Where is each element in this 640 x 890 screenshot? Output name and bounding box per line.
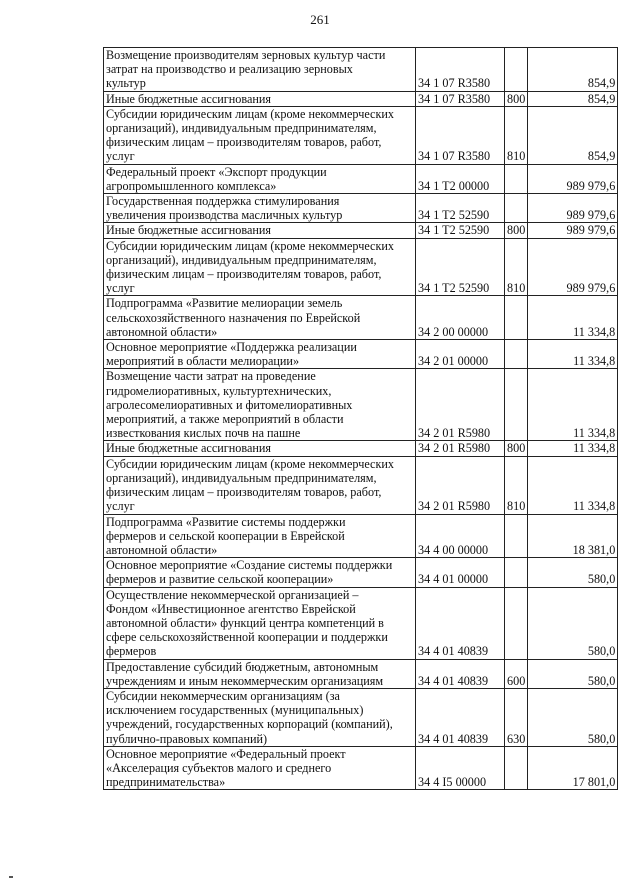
expense-type-code: 810 [505, 106, 528, 164]
item-name-line: Основное мероприятие «Поддержка реализации [106, 340, 357, 355]
item-name-line: «Акселерация субъектов малого и среднего [106, 760, 332, 775]
table-row [104, 238, 618, 296]
amount-cell: 989 979,6 [528, 164, 618, 193]
table-row [104, 746, 618, 790]
table-row [104, 48, 618, 92]
item-name-line: организаций), индивидуальным предпринимателям, [106, 470, 377, 485]
table-row [104, 514, 618, 558]
item-name-line: Иные бюджетные ассигнования [106, 91, 272, 106]
target-article-code: 34 2 01 R5980 [416, 456, 505, 514]
target-article-code: 34 1 07 R3580 [416, 91, 505, 106]
target-article-code: 34 4 00 00000 [416, 514, 505, 558]
item-name-line: Субсидии некоммерческим организациям (за [106, 688, 340, 703]
item-name-line: Возмещение производителям зерновых культур части [106, 48, 386, 62]
item-name-cell [104, 456, 416, 514]
item-name-cell [104, 106, 416, 164]
item-name-line: гидромелиоративных, культуртехнических, [106, 383, 332, 398]
item-name-cell [104, 340, 416, 369]
amount-cell: 11 334,8 [528, 340, 618, 369]
item-name-line: учреждениям и иным некоммерческим организациям [106, 673, 384, 688]
table-row [104, 369, 618, 441]
target-article-code: 34 2 01 R5980 [416, 441, 505, 456]
target-article-code: 34 4 01 00000 [416, 558, 505, 587]
expense-type-code: 630 [505, 688, 528, 746]
item-name-line: услуг [106, 281, 135, 296]
table-row [104, 441, 618, 456]
page-number: 261 [310, 12, 330, 27]
table-row [104, 340, 618, 369]
item-name-line: Основное мероприятие «Создание системы поддержки [106, 558, 393, 573]
expense-type-code: 800 [505, 441, 528, 456]
expense-type-code: 600 [505, 659, 528, 688]
expense-type-code [505, 48, 528, 92]
table-row [104, 688, 618, 746]
amount-cell: 580,0 [528, 587, 618, 659]
expense-type-code [505, 164, 528, 193]
item-name-line: фермеров [106, 644, 157, 659]
target-article-code: 34 1 07 R3580 [416, 48, 505, 92]
target-article-code: 34 1 T2 52590 [416, 238, 505, 296]
item-name-line: физическим лицам – производителям товаров, работ, [106, 485, 382, 500]
item-name-line: Субсидии юридическим лицам (кроме некоммерческих [106, 238, 394, 253]
amount-cell: 17 801,0 [528, 746, 618, 790]
item-name-line: известкования кислых почв на пашне [106, 426, 301, 441]
table-row [104, 587, 618, 659]
item-name-line: автономной области» [106, 324, 218, 339]
item-name-cell [104, 91, 416, 106]
item-name-line: Субсидии юридическим лицам (кроме некоммерческих [106, 456, 394, 471]
table-row [104, 91, 618, 106]
table-row [104, 296, 618, 340]
table-row [104, 558, 618, 587]
item-name-cell [104, 164, 416, 193]
item-name-cell [104, 238, 416, 296]
item-name-line: организаций), индивидуальным предпринимателям, [106, 121, 377, 136]
budget-table-body [104, 48, 618, 790]
target-article-code: 34 2 00 00000 [416, 296, 505, 340]
target-article-code: 34 4 01 40839 [416, 688, 505, 746]
item-name-line: фермеров и развитие сельской кооперации» [106, 572, 334, 587]
table-row [104, 106, 618, 164]
amount-cell: 854,9 [528, 48, 618, 92]
item-name-cell [104, 746, 416, 790]
scan-mark [9, 876, 13, 878]
amount-cell: 11 334,8 [528, 441, 618, 456]
item-name-line: затрат на производство и реализацию зерновых [106, 62, 353, 77]
item-name-line: мероприятий, а также мероприятий в области [106, 412, 344, 427]
target-article-code: 34 4 01 40839 [416, 659, 505, 688]
item-name-line: автономной области» функций центра компетенций в [106, 615, 384, 630]
item-name-line: исключением государственных (муниципальных) [106, 703, 364, 718]
target-article-code: 34 2 01 R5980 [416, 369, 505, 441]
target-article-code: 34 4 I5 00000 [416, 746, 505, 790]
item-name-line: агропромышленного комплекса» [106, 178, 277, 193]
item-name-line: Основное мероприятие «Федеральный проект [106, 746, 346, 761]
item-name-line: Подпрограмма «Развитие мелиорации земель [106, 296, 343, 311]
item-name-line: фермеров и сельской кооперации в Еврейской [106, 528, 345, 543]
item-name-cell [104, 441, 416, 456]
amount-cell: 989 979,6 [528, 223, 618, 238]
expense-type-code: 800 [505, 223, 528, 238]
item-name-line: предпринимательства» [106, 775, 226, 790]
item-name-line: культур [106, 76, 146, 91]
item-name-line: Возмещение части затрат на проведение [106, 369, 316, 384]
item-name-line: мероприятий в области мелиорации» [106, 354, 300, 369]
expense-type-code [505, 340, 528, 369]
expense-type-code: 810 [505, 456, 528, 514]
item-name-line: Осуществление некоммерческой организацией – [106, 587, 359, 602]
target-article-code: 34 1 T2 00000 [416, 164, 505, 193]
item-name-line: Иные бюджетные ассигнования [106, 223, 272, 238]
target-article-code: 34 1 T2 52590 [416, 194, 505, 223]
item-name-cell [104, 514, 416, 558]
item-name-cell [104, 369, 416, 441]
expense-type-code [505, 746, 528, 790]
item-name-line: автономной области» [106, 542, 218, 557]
item-name-cell [104, 659, 416, 688]
amount-cell: 989 979,6 [528, 238, 618, 296]
item-name-cell [104, 558, 416, 587]
table-row [104, 164, 618, 193]
table-row [104, 456, 618, 514]
amount-cell: 11 334,8 [528, 456, 618, 514]
item-name-line: Подпрограмма «Развитие системы поддержки [106, 514, 346, 529]
item-name-line: услуг [106, 499, 135, 514]
item-name-line: услуг [106, 149, 135, 164]
table-row [104, 223, 618, 238]
amount-cell: 989 979,6 [528, 194, 618, 223]
amount-cell: 580,0 [528, 659, 618, 688]
item-name-line: агролесомелиоративных и фитомелиоративных [106, 397, 353, 412]
item-name-cell [104, 296, 416, 340]
item-name-line: Предоставление субсидий бюджетным, автономным [106, 659, 379, 674]
item-name-line: организаций), индивидуальным предпринимателям, [106, 252, 377, 267]
item-name-cell [104, 194, 416, 223]
item-name-cell [104, 587, 416, 659]
target-article-code: 34 1 07 R3580 [416, 106, 505, 164]
expense-type-code [505, 558, 528, 587]
amount-cell: 18 381,0 [528, 514, 618, 558]
amount-cell: 854,9 [528, 106, 618, 164]
item-name-line: Федеральный проект «Экспорт продукции [106, 164, 327, 179]
item-name-line: Фондом «Инвестиционное агентство Еврейской [106, 601, 356, 616]
amount-cell: 11 334,8 [528, 369, 618, 441]
expense-type-code: 810 [505, 238, 528, 296]
item-name-cell [104, 688, 416, 746]
target-article-code: 34 1 T2 52590 [416, 223, 505, 238]
amount-cell: 854,9 [528, 91, 618, 106]
amount-cell: 580,0 [528, 558, 618, 587]
item-name-cell [104, 223, 416, 238]
item-name-line: Субсидии юридическим лицам (кроме некоммерческих [106, 106, 394, 121]
item-name-line: увеличения производства масличных культур [106, 208, 343, 223]
expense-type-code [505, 296, 528, 340]
item-name-line: физическим лицам – производителям товаров, работ, [106, 267, 382, 282]
budget-table [103, 47, 618, 790]
item-name-line: публично-правовых компаний) [106, 731, 268, 746]
item-name-line: учреждений, государственных корпораций (компаний), [106, 717, 393, 732]
item-name-line: сфере сельскохозяйственной кооперации и поддержки [106, 630, 388, 645]
item-name-line: сельскохозяйственного назначения по Еврейской [106, 310, 361, 325]
expense-type-code: 800 [505, 91, 528, 106]
item-name-line: физическим лицам – производителям товаров, работ, [106, 135, 382, 150]
expense-type-code [505, 369, 528, 441]
item-name-line: Государственная поддержка стимулирования [106, 194, 340, 209]
expense-type-code [505, 587, 528, 659]
expense-type-code [505, 194, 528, 223]
target-article-code: 34 2 01 00000 [416, 340, 505, 369]
expense-type-code [505, 514, 528, 558]
amount-cell: 11 334,8 [528, 296, 618, 340]
amount-cell: 580,0 [528, 688, 618, 746]
target-article-code: 34 4 01 40839 [416, 587, 505, 659]
table-row [104, 659, 618, 688]
table-row [104, 194, 618, 223]
item-name-line: Иные бюджетные ассигнования [106, 441, 272, 456]
item-name-cell [104, 48, 416, 92]
